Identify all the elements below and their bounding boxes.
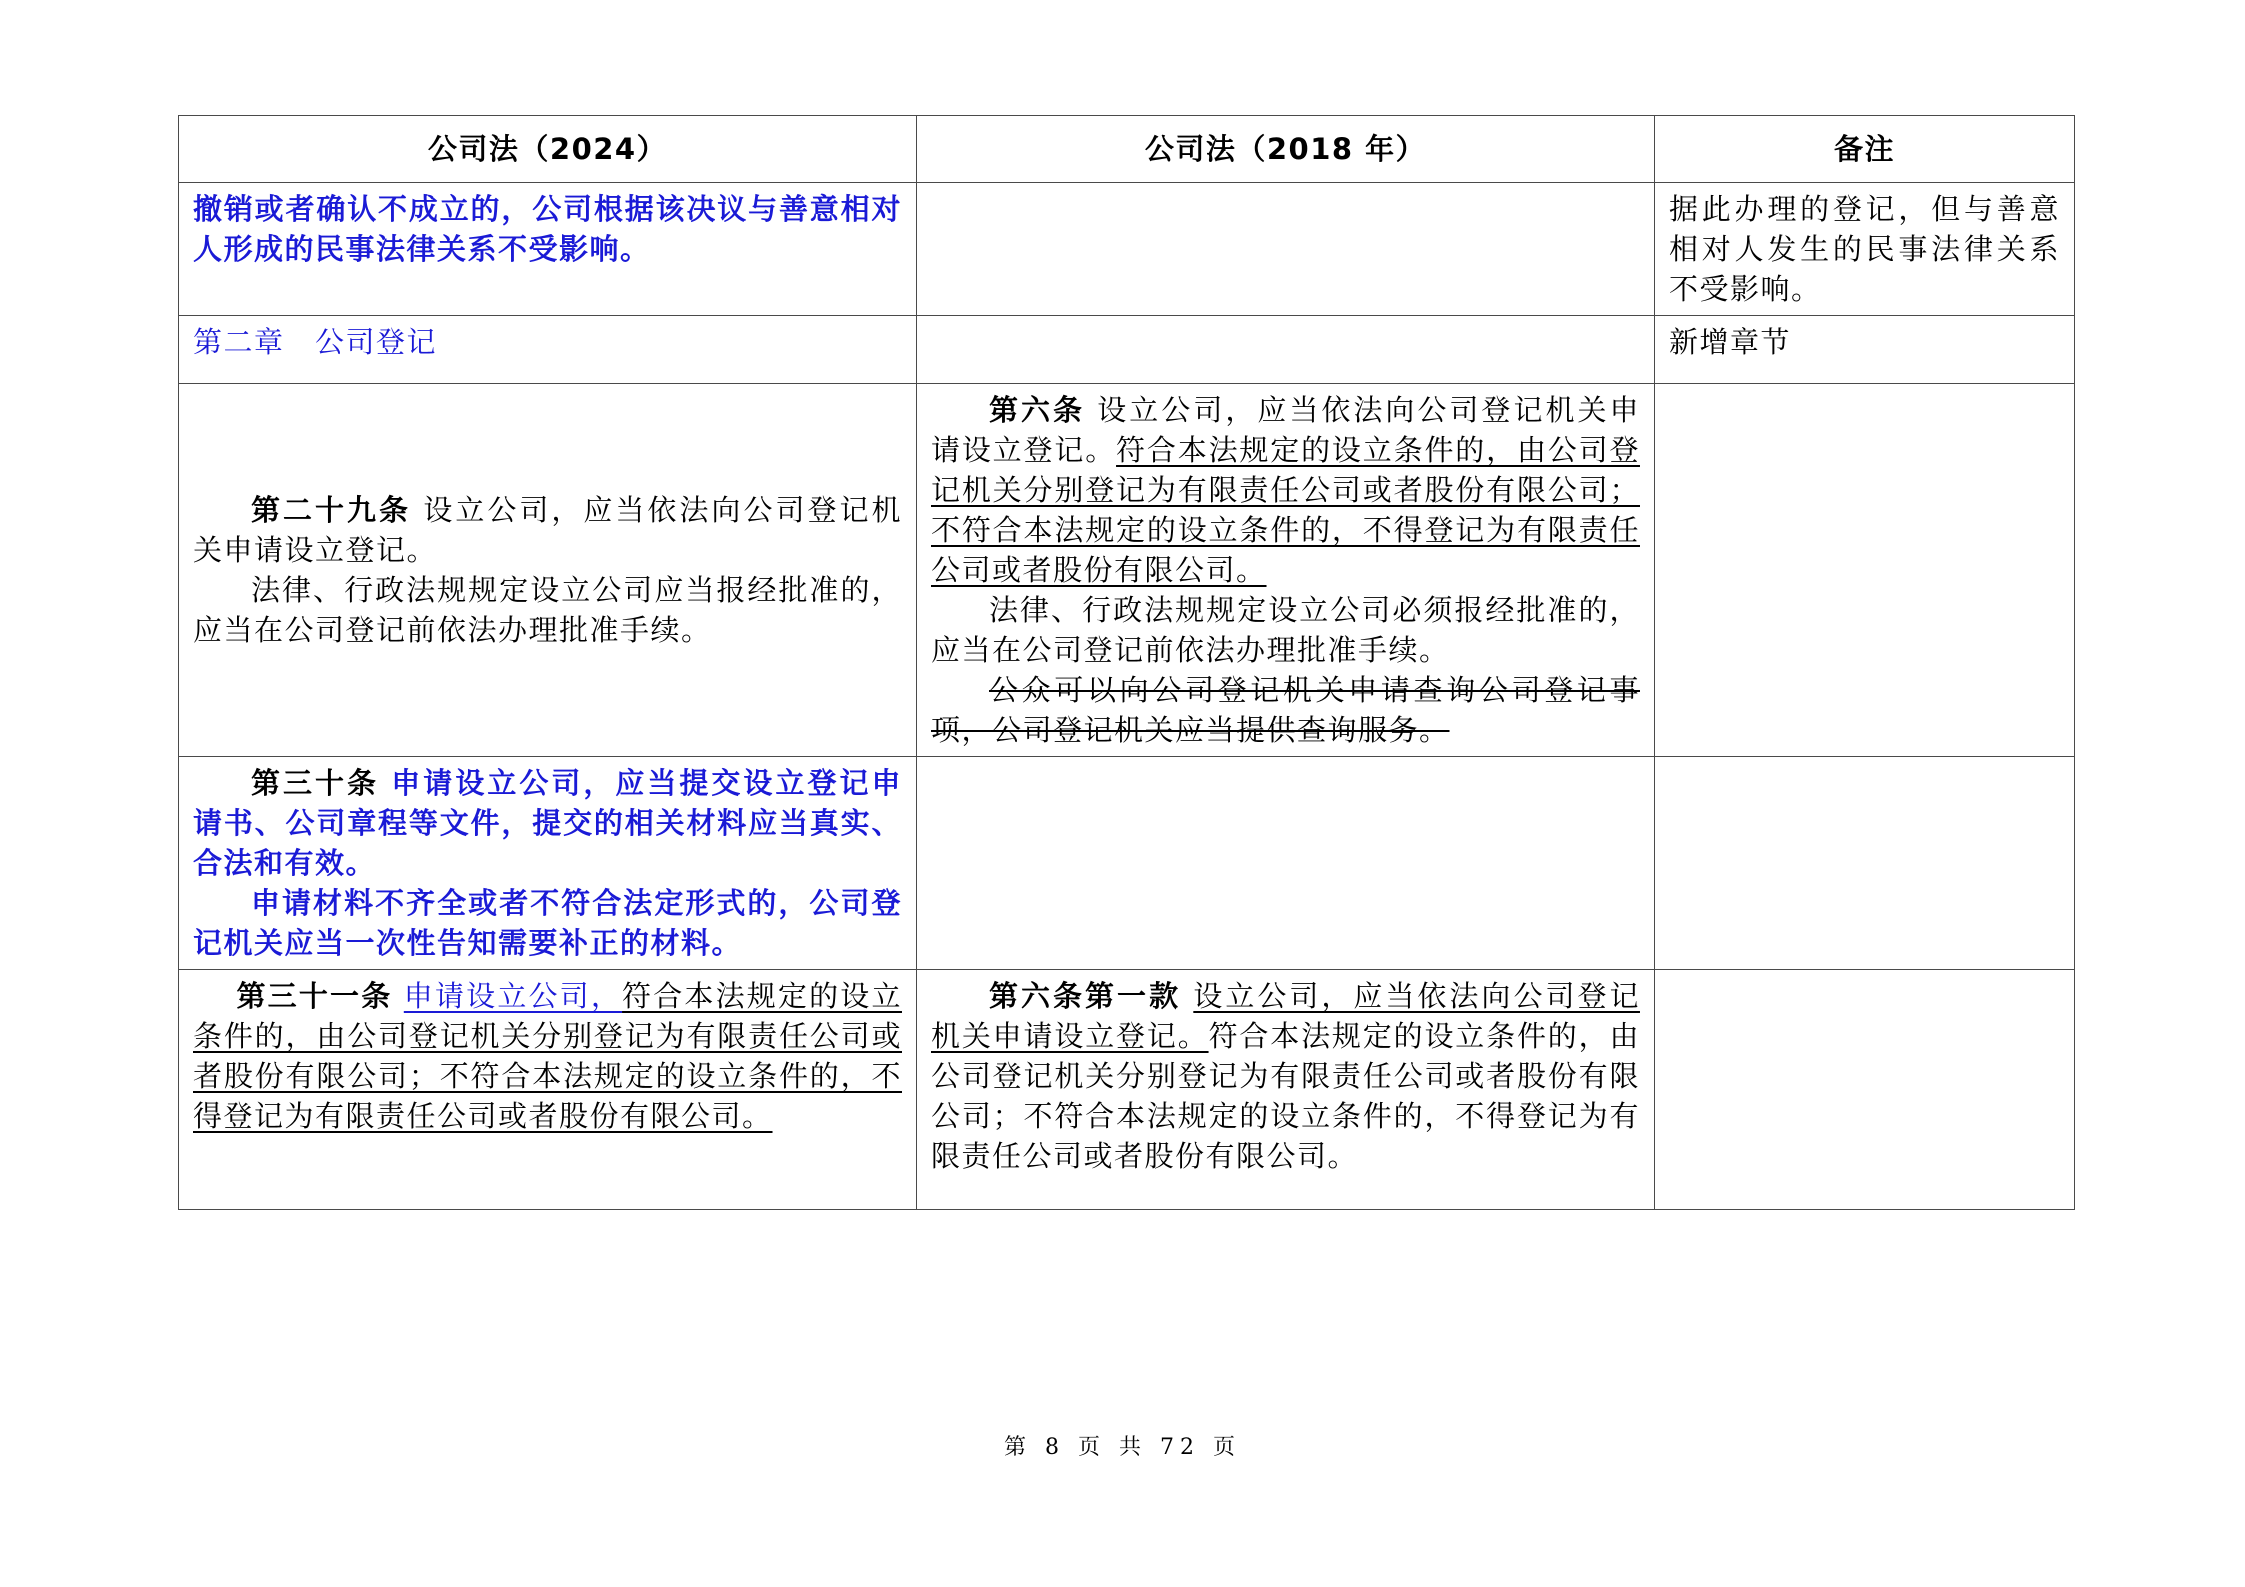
article-text: 设立公司，应当依法向公司登记机关申请设立登记。: [193, 493, 902, 567]
cell-remark-empty: [1655, 757, 2075, 970]
header-remarks: 备注: [1655, 116, 2075, 183]
cell-2018-text: [917, 384, 1655, 757]
new-provision-text: 申请材料不齐全或者不符合法定形式的，公司登记机关应当一次性告知需要补正的材料。: [193, 886, 902, 960]
table-row: [179, 316, 2075, 384]
article-number: 第六条: [989, 393, 1086, 427]
cell-remark-empty: [1655, 970, 2075, 1210]
article-paragraph: 法律、行政法规规定设立公司必须报经批准的，应当在公司登记前依法办理批准手续。: [931, 593, 1640, 667]
article-paragraph: 法律、行政法规规定设立公司应当报经批准的，应当在公司登记前依法办理批准手续。: [193, 573, 902, 647]
underlined-text: 符合本法规定的设立条件的，由公司登记机关分别登记为有限责任公司或者股份有限公司；不符合本法规定的设立条件的，不得登记为有限责任公司或者股份有限公司。: [931, 433, 1640, 587]
article-number: 第三十一条: [236, 979, 393, 1013]
header-company-law-2018: 公司法（2018 年）: [917, 116, 1655, 183]
cell-2024-text: [179, 183, 917, 316]
cell-2018-text: [917, 970, 1655, 1210]
cell-remark: [1655, 183, 2075, 316]
article-paragraph: [193, 976, 902, 1136]
new-provision-text: 申请设立公司，应当提交设立登记申请书、公司章程等文件，提交的相关材料应当真实、合法和有效。: [193, 766, 902, 880]
cell-2024-text: [179, 316, 917, 384]
underlined-text: 申请设立公司，: [403, 979, 623, 1013]
article-paragraph: [931, 670, 1640, 750]
article-text: 设立公司，应当依法向公司登记机关申请设立登记。: [931, 393, 1640, 467]
table-row: [179, 384, 2075, 757]
cell-2024-text: [179, 970, 917, 1210]
remark-text: 据此办理的登记，但与善意相对人发生的民事法律关系不受影响。: [1669, 192, 2060, 306]
cell-2018-empty: [917, 316, 1655, 384]
underlined-text: 符合本法规定的设立条件的，由公司登记机关分别登记为有限责任公司或者股份有限公司；不符合本法规定的设立条件的，不得登记为有限责任公司或者股份有限公司。: [193, 979, 902, 1133]
article-number: 第二十九条: [251, 493, 412, 527]
deleted-text: 公众可以向公司登记机关申请查询公司登记事项，公司登记机关应当提供查询服务。: [931, 673, 1640, 747]
table-row: [179, 970, 2075, 1210]
comparison-table: [178, 115, 2075, 1210]
table-row: [179, 183, 2075, 316]
underlined-text: 设立公司，应当依法向公司登记机关申请设立登记。: [931, 979, 1640, 1053]
remark-text: 新增章节: [1669, 325, 1792, 359]
article-paragraph: [931, 976, 1640, 1176]
header-company-law-2024: 公司法（2024）: [179, 116, 917, 183]
table-row: [179, 757, 2075, 970]
article-paragraph: [193, 763, 902, 883]
article-paragraph: [931, 390, 1640, 590]
chapter-heading: 第二章 公司登记: [193, 325, 438, 359]
cell-remark-empty: [1655, 384, 2075, 757]
article-text: 符合本法规定的设立条件的，由公司登记机关分别登记为有限责任公司或者股份有限公司；不符合本法规定的设立条件的，不得登记为有限责任公司或者股份有限公司。: [931, 1019, 1640, 1173]
new-provision-text: 撤销或者确认不成立的，公司根据该决议与善意相对人形成的民事法律关系不受影响。: [193, 192, 902, 266]
table-header-row: [179, 116, 2075, 183]
cell-2024-text: [179, 757, 917, 970]
page-number-footer: 第 8 页 共 72 页: [1004, 1435, 1241, 1460]
cell-2018-empty: [917, 183, 1655, 316]
article-paragraph: [193, 490, 902, 570]
cell-2024-text: [179, 384, 917, 757]
cell-2018-empty: [917, 757, 1655, 970]
cell-remark: [1655, 316, 2075, 384]
article-number: 第三十条: [251, 766, 380, 800]
article-number: 第六条第一款: [989, 979, 1182, 1013]
